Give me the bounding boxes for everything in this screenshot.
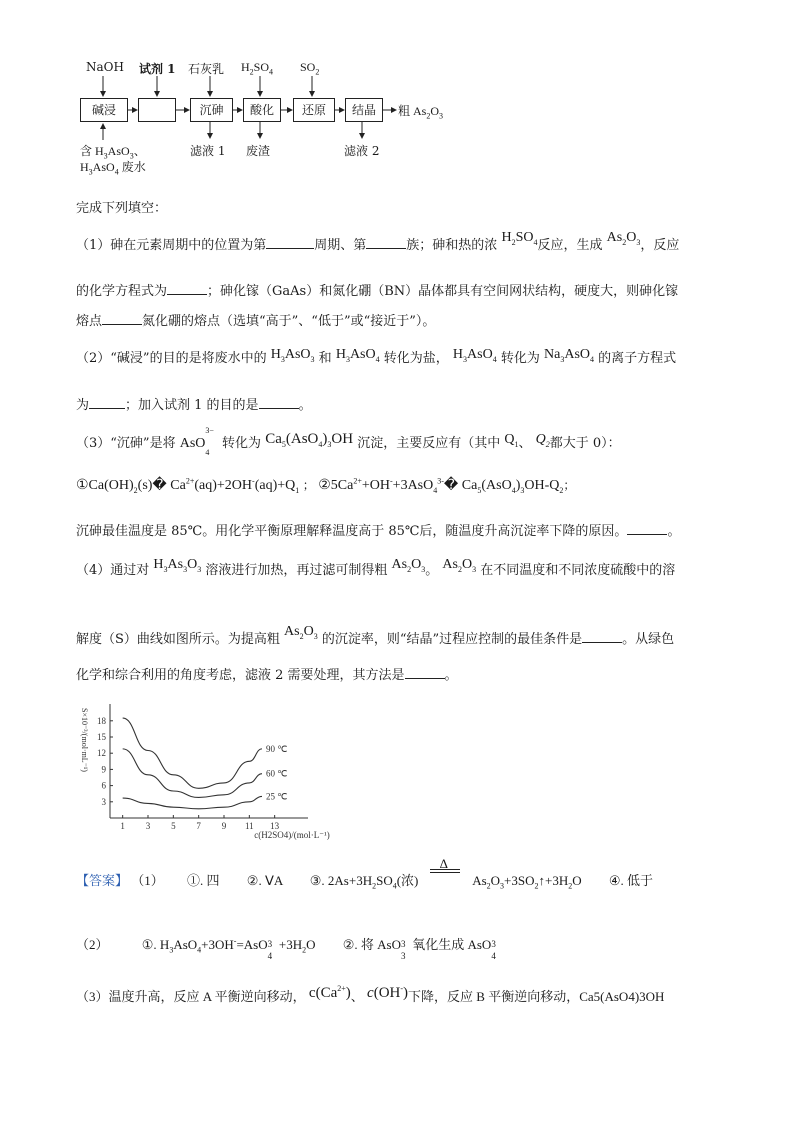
q2-text-b: 和 — [318, 351, 332, 366]
q3-end: ； — [563, 478, 576, 492]
answer-b1: ①. $H_3AsO_4+3OH^-=AsO$ 3 4 $+3H_2O$ — [141, 936, 316, 961]
flow-top-reagent1: 试剂 1 — [139, 62, 176, 76]
answer-line2 — [76, 936, 499, 961]
x-axis-label: c(H2SO4)/(mol·L⁻¹) — [254, 830, 330, 840]
q1-text-d: 反应，生成 — [537, 238, 603, 253]
q3-text-g: 。 — [667, 524, 681, 539]
q2-text-a: （2）“碱浸”的目的是将废水中的 — [76, 351, 267, 366]
q2-line1 — [76, 347, 677, 368]
q3-eq1: $①Ca(OH)_2(s)�$ $Ca^{2+}(aq)+2OH^-(aq)+Q_1$ — [76, 476, 300, 495]
answer-p2: （2） — [76, 937, 109, 952]
q2-line2 — [76, 396, 312, 415]
y-tick-label: 6 — [101, 780, 106, 791]
answer-equals-line — [430, 869, 460, 873]
q1-line1 — [76, 230, 680, 255]
q4-blank-method[interactable] — [405, 666, 445, 679]
q4-text-d: 在不同温度和不同浓度硫酸中的溶 — [480, 563, 676, 578]
flow-product: 粗 $As_2O_3$ — [398, 104, 444, 121]
answer-a4: ④. 低于 — [608, 873, 654, 888]
x-tick-label: 1 — [120, 821, 125, 831]
answer-tag: 【答案】 — [76, 873, 129, 888]
q4-text-e: 解度（S）曲线如图所示。为提高粗 — [76, 632, 280, 647]
answer-p3: （3）温度升高，反应 A 平衡逆向移动， — [76, 989, 306, 1004]
flow-bottom-wastewater-2: $H_3AsO_4$ 废水 — [80, 160, 146, 177]
q1-text-h: 熔点 — [76, 314, 103, 329]
series-line — [123, 749, 262, 798]
q3-text-c: 沉淀，主要反应有（其中 — [357, 436, 501, 451]
q1-text-f: 的化学方程式为 — [76, 284, 168, 299]
answer-a1: ①. 四 — [187, 873, 220, 888]
q1-text-a: （1）砷在元素周期中的位置为第 — [76, 238, 267, 253]
q3-blank-reason[interactable] — [627, 522, 667, 535]
answer-a2: ②. ⅤA — [246, 873, 283, 888]
q2-blank-purpose[interactable] — [259, 396, 299, 409]
y-tick-label: 12 — [97, 748, 106, 759]
q3-text-f: 沉砷最佳温度是 85℃。用化学平衡原理解释温度高于 85℃后，随温度升高沉淀率下降的原因。 — [76, 524, 628, 539]
flow-top-naoh: NaOH — [86, 60, 124, 74]
q2-text-d: 转化为 — [500, 351, 540, 366]
q4-text-b: 溶液进行加热，再过滤可制得粗 — [205, 563, 388, 578]
flow-top-lime: 石灰乳 — [188, 62, 225, 76]
q2-formula-na3aso4: $Na_3AsO_4$ — [544, 347, 594, 364]
q4-formula-as2o3-c: $As_2O_3$ — [284, 624, 318, 641]
answer-c-sep: 、 — [350, 989, 364, 1004]
y-tick-label: 18 — [97, 715, 106, 726]
q3-q1: $Q_1$ — [504, 432, 519, 449]
series-line — [123, 718, 262, 788]
series-line — [123, 796, 262, 808]
series-label: 90 ℃ — [266, 743, 288, 754]
x-tick-label: 7 — [196, 821, 201, 831]
answer-p1: （1） — [131, 873, 164, 888]
q4-line2 — [76, 624, 675, 649]
q2-formula-h3aso4: $H_3AsO_4$ — [335, 347, 380, 364]
x-tick-label: 9 — [221, 821, 227, 831]
intro-text: 完成下列填空： — [76, 201, 168, 216]
flow-box-acidify: 酸化 — [243, 98, 281, 122]
q2-text-h: 。 — [298, 398, 312, 413]
q3-equations — [76, 476, 575, 495]
flow-box-alkali-leach: 碱浸 — [80, 98, 128, 122]
flow-arrows — [0, 0, 480, 190]
q3-formula-aso4: AsO$_4^{3-}$ — [179, 426, 214, 457]
q1-formula-h2so4: $H_2SO_4$ — [501, 230, 538, 247]
answer-a3: ③. $2As+3H_2SO_4$(浓) — [309, 873, 419, 891]
q2-text-c: 转化为盐， — [383, 351, 449, 366]
q2-blank-ionic[interactable] — [89, 396, 125, 409]
q1-blank-group[interactable] — [366, 236, 406, 249]
q3-text-d: 、 — [518, 436, 532, 451]
q4-line1 — [76, 557, 676, 580]
y-axis-label: S×10⁻³/(mol·mL⁻¹) — [80, 708, 89, 772]
answer-line3 — [76, 984, 665, 1006]
q3-eq2: $②5Ca^{2+}+OH^-+3AsO_4^{3-}�$ $Ca_5(AsO_4)_3OH-Q_2$ — [318, 476, 564, 495]
q4-text-a: （4）通过对 — [76, 563, 150, 578]
q4-formula-h3as3o3: $H_3As_3O_3$ — [153, 557, 202, 574]
q2-text-g: ；加入试剂 1 的目的是 — [125, 398, 259, 413]
answer-p3-b: 下降，反应 B 平衡逆向移动，Ca5(AsO4)3OH — [408, 989, 665, 1004]
series-label: 25 ℃ — [266, 791, 288, 802]
flow-bottom-filtrate1: 滤液 1 — [190, 144, 226, 158]
y-tick-label: 3 — [101, 796, 106, 807]
q4-text-h: 化学和综合利用的角度考虑，滤液 2 需要处理，其方法是 — [76, 668, 405, 683]
y-tick-label: 9 — [101, 764, 106, 775]
q1-text-e: ，反应 — [640, 238, 680, 253]
flow-bottom-wastewater-1: 含 $H_3AsO_3$、 — [80, 144, 146, 161]
q3-formula-product: $Ca_5(AsO_4)_3OH$ — [265, 431, 354, 449]
flow-box-reagent — [138, 98, 176, 122]
q3-text-e: 都大于 0）： — [549, 436, 621, 451]
solubility-chart — [72, 700, 342, 840]
q3-sep: ； — [302, 478, 315, 492]
answer-c-oh: c(OH-) — [367, 984, 409, 1001]
x-tick-label: 11 — [244, 821, 254, 831]
q2-text-e: 的离子方程式 — [598, 351, 677, 366]
flow-bottom-waste-residue: 废渣 — [246, 144, 271, 158]
q2-text-f: 为 — [76, 398, 90, 413]
flow-box-crystallize: 结晶 — [345, 98, 383, 122]
q4-formula-as2o3-b: $As_2O_3$ — [442, 557, 477, 574]
q3-text-b: 转化为 — [222, 436, 262, 451]
answer-c-ca: $c(Ca^{2+})$ — [308, 984, 351, 1001]
q1-blank-period[interactable] — [266, 236, 314, 249]
x-tick-label: 13 — [270, 821, 280, 831]
flow-bottom-filtrate2: 滤液 2 — [344, 144, 380, 158]
answer-line1 — [76, 856, 654, 891]
q3-line3 — [76, 522, 680, 541]
answer-b2: ②. 将 AsO 3 3 氧化生成 AsO 3 4 — [342, 937, 496, 961]
q4-line3 — [76, 666, 458, 685]
flow-top-h2so4: $H_2SO_4$ — [241, 60, 274, 77]
q1-text-g: ；砷化镓（GaAs）和氮化硼（BN）晶体都具有空间网状结构，硬度大，则砷化镓 — [207, 284, 679, 299]
flow-box-precipitate-arsenic: 沉砷 — [190, 98, 233, 122]
flow-box-reduce: 还原 — [293, 98, 335, 122]
q1-formula-as2o3: $As_2O_3$ — [606, 230, 641, 247]
answer-delta-arrow — [422, 856, 470, 891]
q1-text-i: 氮化硼的熔点（选填“高于”、“低于”或“接近于”）。 — [142, 314, 436, 329]
q3-line1 — [76, 426, 621, 457]
series-label: 60 ℃ — [266, 768, 288, 779]
q1-text-b: 周期、第 — [314, 238, 367, 253]
x-tick-label: 3 — [145, 821, 151, 831]
q2-formula-h3aso3: $H_3AsO_3$ — [270, 347, 315, 364]
answer-delta: Δ — [439, 856, 449, 872]
answer-a3-products: $As_2O_3+3SO_2↑+3H_2O$ — [472, 873, 582, 891]
q1-text-c: 族；砷和热的浓 — [406, 238, 498, 253]
q4-text-f: 的沉淀率，则“结晶”过程应控制的最佳条件是 — [321, 632, 583, 647]
q1-blank-equation[interactable] — [167, 282, 207, 295]
q1-blank-melting[interactable] — [102, 312, 142, 325]
q4-text-i: 。 — [444, 668, 458, 683]
q4-blank-condition[interactable] — [582, 630, 622, 643]
q3-q2: $Q_2$ — [535, 432, 550, 449]
flow-top-so2: $SO_2$ — [300, 60, 320, 77]
q4-text-c: 。 — [425, 563, 439, 578]
q3-text-a: （3）“沉砷”是将 — [76, 436, 176, 451]
q4-formula-as2o3-a: $As_2O_3$ — [391, 557, 426, 574]
q2-formula-h3aso4-b: $H_3AsO_4$ — [452, 347, 497, 364]
flow-diagram — [0, 0, 480, 190]
y-tick-label: 15 — [97, 732, 106, 742]
x-tick-label: 5 — [171, 821, 176, 831]
q4-text-g: 。从绿色 — [622, 632, 675, 647]
q1-line3 — [76, 312, 435, 331]
q1-line2 — [76, 282, 678, 301]
